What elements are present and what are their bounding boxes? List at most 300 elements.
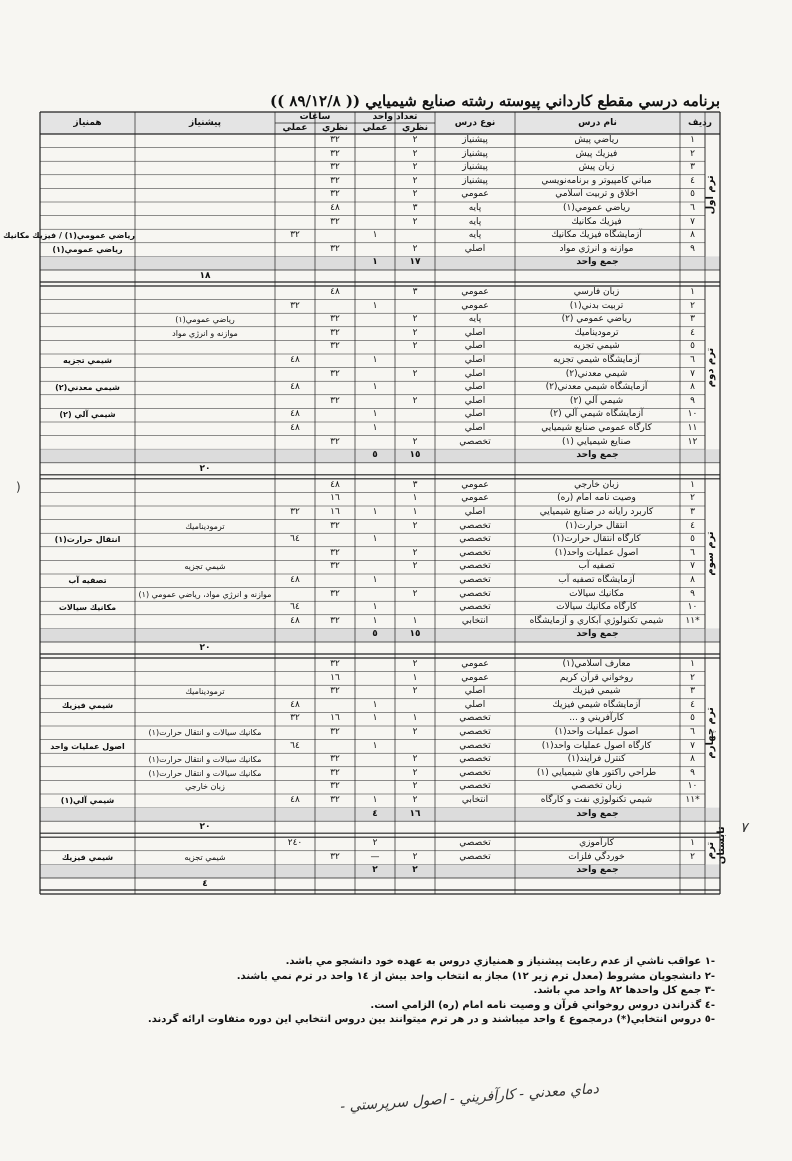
hours-theory: ٣٢ xyxy=(330,520,340,531)
course-name: كارآموزي xyxy=(579,838,614,849)
units-theory xyxy=(395,574,435,588)
course-name: آزمايشگاه شيمي فيزيك xyxy=(552,699,641,710)
hours-practical: ٦٤ xyxy=(290,602,300,613)
hours-practical xyxy=(275,313,315,327)
corequisite: شيمي تجزيه xyxy=(63,356,112,365)
corequisite xyxy=(40,286,135,300)
prerequisite xyxy=(135,506,275,520)
course-type: اصلي xyxy=(464,686,486,697)
hours-theory: ٣٢ xyxy=(330,767,340,778)
term-total-practical: ٥ xyxy=(372,629,378,640)
hours-theory: ٣٢ xyxy=(330,659,340,669)
units-theory: ٣ xyxy=(412,479,418,490)
prerequisite xyxy=(135,243,275,257)
row-number: ٥ xyxy=(690,534,695,545)
course-type: اصلي xyxy=(464,368,486,379)
corequisite: اصول عمليات واحد xyxy=(50,741,125,751)
hours-practical xyxy=(275,436,315,450)
prerequisite xyxy=(135,601,275,615)
hours-theory: ٣٢ xyxy=(330,327,340,338)
course-type: اصلي xyxy=(464,341,486,352)
hours-theory: ٣٢ xyxy=(330,795,340,805)
corequisite xyxy=(40,560,135,574)
header-radif: رديف xyxy=(688,118,712,128)
note-item: -١ عواقب ناشي از عدم رعايت پيشنياز و همنيازي دروس به عهده خود دانشجو مي باشد. xyxy=(285,956,715,967)
units-practical xyxy=(355,175,395,189)
course-name: آزمايشگاه فيزيك مكانيك xyxy=(551,230,642,241)
hours-practical: ٦٤ xyxy=(290,534,300,545)
units-theory: ٢ xyxy=(412,754,418,765)
course-type: پيشنياز xyxy=(462,162,488,173)
hours-theory xyxy=(315,381,355,395)
units-practical: ١ xyxy=(372,507,378,517)
margin-tick: ) xyxy=(16,480,21,494)
units-theory xyxy=(395,699,435,713)
prerequisite: رياضي عمومي(١) xyxy=(175,315,235,325)
row-number: ١ xyxy=(690,838,695,849)
corequisite xyxy=(40,148,135,162)
hours-theory: ٣٢ xyxy=(330,754,340,765)
hours-theory: ٣٢ xyxy=(330,189,340,200)
course-name: كارگاه انتقال حرارت(١) xyxy=(552,534,641,545)
hours-theory: ٣٢ xyxy=(330,686,340,697)
course-name: كاربرد رايانه در صنايع شيميايي xyxy=(539,507,654,517)
prerequisite xyxy=(135,300,275,314)
units-theory: ٢ xyxy=(412,162,418,173)
course-type: تخصصي xyxy=(459,561,491,572)
prerequisite xyxy=(135,175,275,189)
course-name: اخلاق و تربيت اسلامي xyxy=(555,189,638,200)
course-type: اصلي xyxy=(464,409,486,420)
term-total-label: جمع واحد xyxy=(576,865,619,876)
row-number: ٦ xyxy=(690,547,695,558)
course-type: تخصصي xyxy=(459,602,491,613)
hours-practical xyxy=(275,767,315,781)
course-type: اصلي xyxy=(464,355,486,365)
units-practical xyxy=(355,547,395,561)
course-type: عمومي xyxy=(461,287,489,297)
course-name: ترموديناميك xyxy=(574,327,619,338)
units-theory: ١ xyxy=(412,615,418,626)
prerequisite xyxy=(135,422,275,436)
units-practical xyxy=(355,492,395,506)
course-type: عمومي xyxy=(461,493,489,504)
course-name: وصيت نامه امام (ره) xyxy=(557,493,636,504)
corequisite xyxy=(40,767,135,781)
row-number: ٧ xyxy=(690,740,695,751)
units-practical xyxy=(355,202,395,216)
term-total-theory: ١٥ xyxy=(409,629,421,640)
prerequisite xyxy=(135,202,275,216)
hours-practical xyxy=(275,327,315,341)
hours-practical: ٤٨ xyxy=(290,409,300,420)
row-number: ٥ xyxy=(690,713,695,724)
units-practical xyxy=(355,134,395,148)
prerequisite xyxy=(135,395,275,409)
hours-theory: ٣٢ xyxy=(330,243,340,254)
units-theory: ٢ xyxy=(412,547,418,558)
units-theory: ٢ xyxy=(412,851,418,862)
row-number: ٩ xyxy=(690,588,695,599)
units-theory: ٢ xyxy=(412,243,418,254)
hours-practical xyxy=(275,658,315,672)
prerequisite xyxy=(135,547,275,561)
row-number: ١٠ xyxy=(687,602,698,613)
units-theory xyxy=(395,381,435,395)
corequisite xyxy=(40,368,135,382)
hours-practical: ٤٨ xyxy=(290,423,300,433)
corequisite xyxy=(40,479,135,493)
hours-theory xyxy=(315,408,355,422)
course-name: تصفيه آب xyxy=(578,561,615,572)
units-theory: ٢ xyxy=(412,659,418,669)
units-theory xyxy=(395,533,435,547)
corequisite xyxy=(40,520,135,534)
header-prereq: پيشنياز xyxy=(188,118,222,128)
prerequisite xyxy=(135,436,275,450)
hours-theory: ٤٨ xyxy=(330,287,340,297)
corequisite xyxy=(40,340,135,354)
hours-practical xyxy=(275,340,315,354)
course-name: اصول عمليات واحد(١) xyxy=(554,547,639,558)
units-practical xyxy=(355,368,395,382)
header-coreq: همنياز xyxy=(73,118,102,128)
hours-practical xyxy=(275,286,315,300)
corequisite xyxy=(40,313,135,327)
units-theory: ١ xyxy=(412,672,418,683)
units-practical: ١ xyxy=(372,382,378,393)
units-practical xyxy=(355,243,395,257)
course-type: اصلي xyxy=(464,395,486,406)
units-practical xyxy=(355,588,395,602)
units-practical xyxy=(355,161,395,175)
course-name: فيزيك پيش xyxy=(575,148,618,159)
course-type: تخصصي xyxy=(459,575,491,585)
units-theory: ٢ xyxy=(412,686,418,697)
course-name: معارف اسلامي(١) xyxy=(562,659,631,669)
units-practical xyxy=(355,340,395,354)
hours-theory: ١٦ xyxy=(330,672,340,683)
prerequisite xyxy=(135,340,275,354)
course-name: زبان تخصصي xyxy=(571,781,622,792)
units-practical: ١ xyxy=(372,713,378,724)
row-number: ٨ xyxy=(690,230,695,241)
units-practical: ١ xyxy=(372,740,378,751)
row-number: ٦ xyxy=(690,727,695,737)
course-name: مباني كامپيوتر و برنامه‌نويسي xyxy=(541,175,652,186)
prerequisite xyxy=(135,712,275,726)
prerequisite: موازنه و انرژي مواد، رياضي عمومي (١) xyxy=(138,589,272,599)
hours-theory: ٣٢ xyxy=(330,162,340,173)
header-hours: ساعات xyxy=(299,112,331,122)
units-theory: ١ xyxy=(412,493,418,504)
prerequisite xyxy=(135,574,275,588)
header-hours-theory: نظري xyxy=(322,123,348,133)
prerequisite xyxy=(135,492,275,506)
units-theory: ٢ xyxy=(412,189,418,200)
row-number: ٢ xyxy=(690,300,695,311)
units-theory xyxy=(395,837,435,851)
corequisite xyxy=(40,658,135,672)
units-practical xyxy=(355,148,395,162)
term-total-theory: ١٦ xyxy=(409,808,421,819)
row-number: ٧ xyxy=(690,368,695,379)
hours-theory: ٣٢ xyxy=(330,588,340,599)
prerequisite: مكانيك سيالات و انتقال حرارت(١) xyxy=(148,728,262,737)
units-practical: — xyxy=(370,851,380,862)
prerequisite xyxy=(135,286,275,300)
hours-practical xyxy=(275,685,315,699)
hours-theory: ٣٢ xyxy=(330,368,340,379)
course-name: رياضي عمومي (٢) xyxy=(561,314,632,325)
course-type: انتخابي xyxy=(461,795,489,805)
prerequisite xyxy=(135,188,275,202)
hours-theory: ١٦ xyxy=(330,713,340,724)
semester-label: ترم چهارم xyxy=(705,707,716,759)
units-theory: ٢ xyxy=(412,727,418,737)
units-theory xyxy=(395,601,435,615)
course-name: روخواني قرآن كريم xyxy=(559,672,634,683)
units-practical xyxy=(355,753,395,767)
units-practical xyxy=(355,685,395,699)
course-name: كارگاه مكانيك سيالات xyxy=(556,602,637,613)
term-total-sum: ١٨ xyxy=(199,271,211,281)
note-item: -٥ دروس انتخابي(*) درمجموع ٤ واحد ميباشند و در هر ترم ميتوانند بين دروس انتخابي اين دوره متفاوت ارائه گردند. xyxy=(147,1014,715,1025)
units-practical: ١ xyxy=(372,602,378,613)
units-theory: ٣ xyxy=(412,287,418,297)
hours-practical: ٣٢ xyxy=(290,230,300,241)
course-name: آزمايشگاه شيمي معدني(٢) xyxy=(545,382,648,393)
corequisite: رياضي عمومي(١) xyxy=(52,244,123,254)
units-practical: ١ xyxy=(372,300,378,311)
units-theory: ٢ xyxy=(412,561,418,572)
units-practical xyxy=(355,188,395,202)
corequisite xyxy=(40,547,135,561)
units-practical xyxy=(355,286,395,300)
corequisite xyxy=(40,300,135,314)
prerequisite xyxy=(135,368,275,382)
header-units: تعداد واحد xyxy=(372,112,418,122)
hours-practical: ٣٢ xyxy=(290,300,300,311)
corequisite xyxy=(40,685,135,699)
corequisite: شيمي معدني(٢) xyxy=(55,383,120,393)
header-course-type: نوع درس xyxy=(454,118,496,128)
hours-theory: ٣٢ xyxy=(330,314,340,325)
hours-practical: ٤٨ xyxy=(290,382,300,393)
course-name: موازنه و انرژي مواد xyxy=(559,243,634,254)
hours-practical xyxy=(275,161,315,175)
note-item: -٣ جمع كل واحدها ٨٢ واحد مي باشد. xyxy=(533,985,715,996)
row-number: ١٠ xyxy=(687,409,698,420)
units-practical: ١ xyxy=(372,699,378,710)
prerequisite xyxy=(135,658,275,672)
course-type: اصلي xyxy=(464,382,486,393)
hours-practical xyxy=(275,520,315,534)
hours-practical xyxy=(275,547,315,561)
row-number: ٨ xyxy=(690,575,695,585)
units-practical: ١ xyxy=(372,795,378,805)
units-practical xyxy=(355,767,395,781)
hours-theory: ٣٢ xyxy=(330,135,340,145)
units-practical xyxy=(355,395,395,409)
corequisite xyxy=(40,780,135,794)
corequisite xyxy=(40,436,135,450)
units-theory: ٢ xyxy=(412,436,418,447)
hours-theory xyxy=(315,354,355,368)
course-type: پايه xyxy=(468,203,482,213)
units-practical xyxy=(355,560,395,574)
units-practical: ١ xyxy=(372,230,378,241)
units-theory: ٢ xyxy=(412,781,418,792)
course-name: زبان فارسي xyxy=(573,287,620,297)
row-number: ١ xyxy=(690,479,695,490)
corequisite xyxy=(40,588,135,602)
hours-theory: ٣٢ xyxy=(330,851,340,862)
semester-label: ترم سوم xyxy=(705,531,716,576)
units-practical xyxy=(355,726,395,740)
hours-practical xyxy=(275,479,315,493)
prerequisite xyxy=(135,837,275,851)
corequisite xyxy=(40,492,135,506)
hours-theory: ٣٢ xyxy=(330,148,340,159)
course-name: خوردگي فلزات xyxy=(568,851,625,862)
course-type: اصلي xyxy=(464,507,486,517)
course-type: تخصصي xyxy=(459,781,491,792)
hours-practical xyxy=(275,188,315,202)
hours-practical: ٤٨ xyxy=(290,355,300,365)
hours-theory: ٣٢ xyxy=(330,341,340,352)
units-theory: ٢ xyxy=(412,327,418,338)
row-number: ٨ xyxy=(690,382,695,393)
units-theory: ٢ xyxy=(412,216,418,227)
course-type: پايه xyxy=(468,314,482,325)
course-type: تخصصي xyxy=(459,767,491,778)
row-number: ٢ xyxy=(690,851,695,862)
units-theory: ٢ xyxy=(412,368,418,379)
term-total-sum: ٢٠ xyxy=(199,822,211,833)
prerequisite xyxy=(135,479,275,493)
corequisite xyxy=(40,837,135,851)
hours-practical: ٢٤٠ xyxy=(287,838,303,849)
course-type: عمومي xyxy=(461,672,489,683)
units-practical xyxy=(355,216,395,230)
term-total-practical: ١ xyxy=(372,257,378,268)
row-number: ٩ xyxy=(690,243,695,254)
course-type: اصلي xyxy=(464,423,486,433)
hours-theory: ٣٢ xyxy=(330,216,340,227)
term-total-theory: ١٧ xyxy=(409,257,421,268)
units-practical xyxy=(355,672,395,686)
hours-theory: ١٦ xyxy=(330,493,340,504)
corequisite xyxy=(40,161,135,175)
units-theory: ٢ xyxy=(412,175,418,186)
course-type: تخصصي xyxy=(459,520,491,531)
hours-theory: ٤٨ xyxy=(330,203,340,213)
prerequisite xyxy=(135,216,275,230)
corequisite: مكانيك سيالات xyxy=(58,603,117,613)
term-total-label: جمع واحد xyxy=(576,257,619,268)
prerequisite xyxy=(135,533,275,547)
prerequisite xyxy=(135,229,275,243)
hours-theory xyxy=(315,533,355,547)
row-number: ٢ xyxy=(690,493,695,504)
units-practical xyxy=(355,327,395,341)
course-type: تخصصي xyxy=(459,727,491,737)
row-number: ١ xyxy=(690,659,695,669)
hours-theory xyxy=(315,229,355,243)
row-number: ٣ xyxy=(690,162,695,173)
semester-label: ترم تابستان xyxy=(705,826,727,865)
hours-theory: ٣٢ xyxy=(330,395,340,406)
hours-theory xyxy=(315,699,355,713)
hours-practical: ٦٤ xyxy=(290,740,300,751)
units-theory: ٢ xyxy=(412,395,418,406)
prerequisite: موازنه و انرژي مواد xyxy=(172,328,238,338)
corequisite xyxy=(40,615,135,629)
row-number: ٤ xyxy=(690,175,695,186)
corequisite xyxy=(40,188,135,202)
course-type: تخصصي xyxy=(459,851,491,862)
row-number: ١٠ xyxy=(687,781,698,792)
row-number: *١١ xyxy=(685,795,700,805)
course-type: تخصصي xyxy=(459,740,491,751)
row-number: ٣ xyxy=(690,686,695,697)
course-name: كارگاه عمومي صنايع شيميايي xyxy=(541,423,652,433)
hours-theory xyxy=(315,300,355,314)
term-total-theory: ٢ xyxy=(412,865,418,876)
course-type: تخصصي xyxy=(459,838,491,849)
row-number: ٣ xyxy=(690,507,695,517)
units-theory: ٢ xyxy=(412,795,418,805)
prerequisite xyxy=(135,740,275,754)
row-number: *١١ xyxy=(685,615,700,626)
term-total-label: جمع واحد xyxy=(576,450,619,461)
units-theory: ٢ xyxy=(412,520,418,531)
course-name: آزمايشگاه تصفيه آب xyxy=(558,575,635,585)
hours-practical xyxy=(275,243,315,257)
hours-theory: ٤٨ xyxy=(330,479,340,490)
term-total-theory: ١٥ xyxy=(409,450,421,461)
corequisite: شيمي فيزيك xyxy=(61,700,114,710)
header-units-theory: نظري xyxy=(402,123,428,133)
prerequisite: ترموديناميك xyxy=(185,687,225,697)
header-course-name: نام درس xyxy=(578,118,617,128)
corequisite xyxy=(40,134,135,148)
prerequisite xyxy=(135,134,275,148)
course-name: آزمايشگاه شيمي تجزيه xyxy=(553,355,640,365)
corequisite xyxy=(40,395,135,409)
units-practical xyxy=(355,658,395,672)
corequisite: انتقال حرارت(١) xyxy=(54,535,121,545)
units-practical xyxy=(355,479,395,493)
row-number: ٩ xyxy=(690,767,695,778)
prerequisite xyxy=(135,615,275,629)
header-hours-practical: عملي xyxy=(282,123,308,133)
prerequisite: شيمي تجزيه xyxy=(184,562,226,572)
prerequisite: مكانيك سيالات و انتقال حرارت(١) xyxy=(148,755,262,765)
corequisite: رياضي عمومي(١) / فيزيك مكانيك xyxy=(3,231,135,241)
course-type: پايه xyxy=(468,230,482,241)
units-theory xyxy=(395,229,435,243)
prerequisite xyxy=(135,672,275,686)
term-total-practical: ٥ xyxy=(372,450,378,461)
units-theory xyxy=(395,354,435,368)
handwritten-note: دماي معدني - كارآفريني - اصول سرپرستي - xyxy=(339,1080,600,1116)
corequisite xyxy=(40,327,135,341)
hours-theory xyxy=(315,601,355,615)
units-theory xyxy=(395,408,435,422)
hours-practical xyxy=(275,851,315,865)
